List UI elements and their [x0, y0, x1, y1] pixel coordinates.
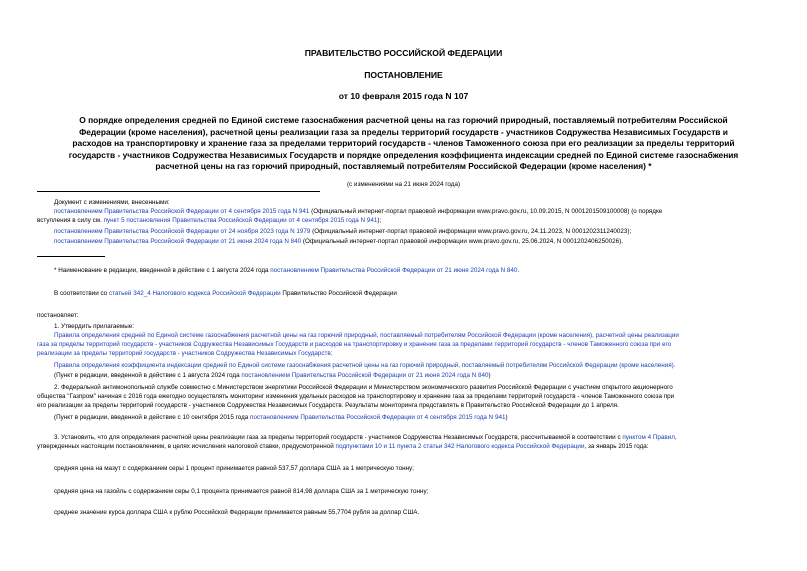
- amendment-2: постановлением Правительства Российской Федерации от 24 ноября 2023 года N 1979 (Официальный интернет-портал правовой информации www.pravo.gov.ru, 24.11.2023, N 0001202311240023);: [54, 228, 632, 235]
- title-line: О порядке определения средней по Единой системе газоснабжения расчетной цены на газ горючий природный, поставляемый потребителям Российской: [79, 115, 728, 125]
- title-line: Федерации (кроме населения), расчетной цены реализации газа за пределы территорий государств - участников Содружества Независимых Государств и: [79, 126, 728, 137]
- item-2-note: (Пункт в редакции, введенной в действие с 10 сентября 2015 года постановлением Правительства Российской Федерации от 4 сентября 2015 года N 941): [54, 414, 508, 421]
- usd-rub-rate: среднее значение курса доллара США к рублю Российской Федерации принимается равным 55,7704 рубля за доллар США.: [54, 509, 420, 516]
- amendment-3-link[interactable]: постановлением Правительства Российской Федерации от 21 июня 2024 года N 840: [54, 238, 302, 245]
- rules-2-link[interactable]: Правила определения коэффициента индексации средней по Единой системе газоснабжения расчетной цены на газ горючий природный, поставляемый потребителям Российской Федерации (кроме населения).: [54, 362, 676, 369]
- item-2-note-link[interactable]: постановлением Правительства Российской Федерации от 4 сентября 2015 года N 941: [250, 414, 506, 421]
- amendment-2-link[interactable]: постановлением Правительства Российской Федерации от 24 ноября 2023 года N 1979: [54, 228, 311, 235]
- amendments-intro: Документ с изменениями, внесенными:: [54, 199, 170, 206]
- item-1-heading: 1. Утвердить прилагаемые:: [54, 323, 134, 330]
- basis-paragraph: В соответствии со статьей 342_4 Налогового кодекса Российской Федерации Правительство Российской Федерации: [54, 290, 397, 297]
- tax-code-link[interactable]: статьей 342_4 Налогового кодекса Российской Федерации: [108, 290, 281, 297]
- rules-point-4-link[interactable]: пунктом 4 Правил,: [622, 434, 677, 441]
- amendment-1: постановлением Правительства Российской Федерации от 4 сентября 2015 года N 941 (Официальный интернет-портал правовой информации www.pravo.gov.ru, 10.09.2015, N 0001201509100008) (о порядке: [54, 208, 663, 215]
- rules-1-link[interactable]: Правила определения средней по Единой системе газоснабжения расчетной цены на газ горючий природный, поставляемый потребителям Российской Федерации (кроме населения), расчетной цены реализации: [54, 332, 679, 339]
- footnote-link[interactable]: постановлением Правительства Российской Федерации от 21 июня 2024 года N 840: [270, 267, 518, 274]
- item-1-note-link[interactable]: постановлением Правительства Российской Федерации от 21 июня 2024 года N 840: [241, 372, 489, 379]
- document-title: [48, 115, 759, 173]
- title-line: расходов на транспортировку и хранение газа за пределами территорий государств - членов Таможенного союза при его реализации за пределы территорий: [72, 138, 735, 149]
- document-type-heading: ПОСТАНОВЛЕНИЕ: [364, 70, 443, 80]
- amendment-3: постановлением Правительства Российской Федерации от 21 июня 2024 года N 840 (Официальный интернет-портал правовой информации www.pravo.gov.ru, 25.06.2024, N 0001202406250026).: [54, 238, 623, 245]
- item-2-line-1: 2. Федеральной антимонопольной службе совместно с Министерством энергетики Российской Федерации и Министерством экономического развития Российской Федерации с участием открытого акционерного: [54, 384, 673, 391]
- date-number-heading: от 10 февраля 2015 года N 107: [338, 91, 469, 101]
- item-3-line-1: 3. Установить, что для определения расчетной цены реализации газа за пределы территорий государств - участников Содружества Независимых Государств, рассчитываемой в соответствии с пунктом 4 Правил,: [54, 434, 677, 441]
- issuer-heading: ПРАВИТЕЛЬСТВО РОССИЙСКОЙ ФЕДЕРАЦИИ: [304, 48, 503, 58]
- item-3-line-2: утвержденных настоящим постановлением, в целях исчисления налоговой ставки, предусмотренной подпунктами 10 и 11 пункта 2 статьи 342 Налогового кодекса Российской Федерации, за январь 2015 года:: [37, 443, 649, 450]
- item-2-line-3: его реализации за пределы территорий государств - участников Содружества Независимых Государств. Результаты мониторинга представлять в Правительство Российской Федерации до 1 апреля.: [37, 402, 619, 409]
- amendment-1-link[interactable]: постановлением Правительства Российской Федерации от 4 сентября 2015 года N 941: [54, 208, 310, 215]
- changes-note: (с изменениями на 21 июня 2024 года): [346, 181, 461, 188]
- rules-1-link-end[interactable]: реализации за пределы территорий государств - участников Содружества Независимых Государств;: [37, 350, 333, 357]
- amendment-1-cont: вступления в силу см. пункт 5 постановления Правительства Российской Федерации от 4 сентября 2015 года N 941);: [37, 217, 382, 224]
- gasoil-price: средняя цена на газойль с содержанием серы 0,1 процента принимается равной 814,98 доллара США за 1 метрическую тонну;: [54, 488, 429, 495]
- item-2-line-2: общества "Газпром" начиная с 2016 года ежегодно осуществлять мониторинг изменения удельных расходов на транспортировку и хранение газа за пределами территорий государств - членов Таможенного союза при: [37, 393, 675, 400]
- item-1-note: (Пункт в редакции, введенной в действие с 1 августа 2024 года постановлением Правительства Российской Федерации от 21 июня 2024 года N 840): [54, 372, 491, 379]
- title-line: государств - участников Содружества Независимых Государств и порядке определения коэффициента индексации средней по Единой системе газоснабжения: [68, 149, 739, 160]
- title-line: расчетной цены на газ горючий природный, поставляемый потребителям Российской Федерации (кроме населения) *: [155, 161, 652, 172]
- footnote-divider: [37, 256, 105, 257]
- decrees-text: постановляет:: [37, 312, 79, 319]
- amendment-1-entry-link[interactable]: пункт 5 постановления Правительства Российской Федерации от 4 сентября 2015 года N 941: [103, 217, 378, 224]
- fuel-oil-price: средняя цена на мазут с содержанием серы 1 процент принимается равной 537,57 доллара США за 1 метрическую тонну;: [54, 465, 414, 472]
- tax-code-subpoints-link[interactable]: подпунктами 10 и 11 пункта 2 статьи 342 Налогового кодекса Российской Федерации: [335, 443, 585, 450]
- rules-1-link-cont[interactable]: газа за пределы территорий государств - участников Содружества Независимых Государств и расходов на транспортировку и хранение газа за пределами территорий государств - членов Таможенного союза при его: [37, 341, 672, 348]
- footnote: * Наименование в редакции, введенной в действие с 1 августа 2024 года постановлением Правительства Российской Федерации от 21 июня 2024 года N 840.: [54, 267, 520, 274]
- divider: [37, 191, 320, 192]
